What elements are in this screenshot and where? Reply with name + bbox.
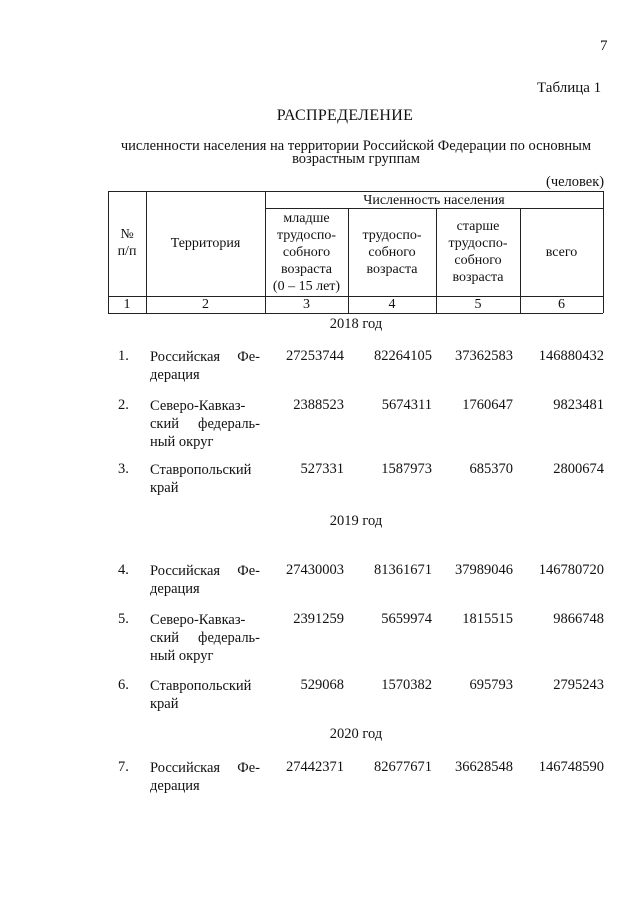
territory-line: дерация — [150, 581, 200, 597]
document-subtitle-line2: возрастным группам — [292, 151, 420, 167]
cell-old: 1815515 — [462, 611, 513, 627]
territory-line: Российская Фе- — [150, 349, 260, 365]
year-heading: 2018 год — [329, 316, 383, 332]
cell-young: 2391259 — [293, 611, 344, 627]
header-line-mid — [108, 296, 603, 297]
row-index: 5. — [118, 611, 129, 627]
cell-young: 27430003 — [286, 562, 344, 578]
header-line: возраста — [452, 270, 504, 285]
header-col-old — [436, 218, 520, 286]
cell-working: 82677671 — [374, 759, 432, 775]
header-num-line: № — [120, 227, 134, 242]
header-num — [108, 226, 146, 260]
row-index: 6. — [118, 677, 129, 693]
column-number: 4 — [388, 297, 396, 312]
header-line: старше — [456, 219, 500, 234]
row-territory — [150, 348, 260, 384]
year-heading: 2020 год — [329, 726, 383, 742]
header-line: младше — [283, 211, 330, 226]
header-line: собного — [282, 245, 331, 260]
header-line-bottom — [108, 313, 603, 314]
header-col-total: всего — [545, 245, 578, 260]
cell-young: 27442371 — [286, 759, 344, 775]
unit-label: (человек) — [546, 174, 605, 190]
cell-old: 37362583 — [455, 348, 513, 364]
territory-line: дерация — [150, 778, 200, 794]
cell-total: 146880432 — [538, 348, 604, 364]
column-number: 5 — [474, 297, 482, 312]
cell-old: 36628548 — [455, 759, 513, 775]
header-line: (0 – 15 лет) — [272, 279, 341, 294]
territory-line: Северо-Кавказ- — [150, 398, 246, 414]
cell-old: 695793 — [469, 677, 513, 693]
cell-working: 5674311 — [381, 397, 432, 413]
row-territory — [150, 562, 260, 598]
territory-line: Северо-Кавказ- — [150, 612, 246, 628]
column-number: 1 — [123, 297, 131, 312]
row-index: 7. — [118, 759, 129, 775]
row-index: 3. — [118, 461, 129, 477]
header-population: Численность населения — [363, 193, 505, 208]
territory-line: ский федераль- — [150, 416, 260, 432]
header-num-line: п/п — [117, 244, 137, 259]
cell-old: 37989046 — [455, 562, 513, 578]
cell-old: 1760647 — [462, 397, 513, 413]
page-number: 7 — [600, 38, 608, 54]
territory-line: Российская Фе- — [150, 563, 260, 579]
row-territory — [150, 461, 260, 497]
territory-line: Российская Фе- — [150, 760, 260, 776]
cell-working: 81361671 — [374, 562, 432, 578]
territory-line: ный округ — [150, 648, 214, 664]
header-line: трудоспо- — [448, 236, 508, 251]
header-col-working — [348, 227, 436, 278]
document-title: РАСПРЕДЕЛЕНИЕ — [276, 107, 414, 124]
row-territory — [150, 759, 260, 795]
cell-working: 1570382 — [381, 677, 432, 693]
header-line: собного — [368, 245, 416, 260]
row-index: 4. — [118, 562, 129, 578]
row-territory — [150, 397, 260, 451]
cell-working: 1587973 — [381, 461, 432, 477]
header-line: возраста — [366, 262, 418, 277]
year-heading: 2019 год — [329, 513, 383, 529]
header-line: трудоспо- — [362, 228, 422, 243]
territory-line: дерация — [150, 367, 200, 383]
cell-working: 5659974 — [381, 611, 432, 627]
cell-young: 2388523 — [293, 397, 344, 413]
column-number: 3 — [303, 297, 310, 312]
header-line: собного — [454, 253, 502, 268]
header-line: возраста — [281, 262, 332, 277]
document-subtitle-line1: численности населения на территории Российской Федерации по основным — [120, 138, 592, 154]
row-territory — [150, 677, 260, 713]
cell-total: 9866748 — [553, 611, 604, 627]
cell-total: 146748590 — [538, 759, 604, 775]
territory-line: край — [150, 696, 179, 712]
header-vline — [146, 191, 147, 313]
row-index: 2. — [118, 397, 129, 413]
header-col-young — [265, 210, 348, 295]
territory-line: ский федераль- — [150, 630, 260, 646]
cell-total: 9823481 — [553, 397, 604, 413]
cell-total: 146780720 — [538, 562, 604, 578]
cell-total: 2795243 — [553, 677, 604, 693]
cell-old: 685370 — [469, 461, 513, 477]
column-number: 6 — [558, 297, 565, 312]
cell-young: 527331 — [300, 461, 344, 477]
header-territory: Территория — [170, 236, 241, 251]
cell-total: 2800674 — [553, 461, 604, 477]
territory-line: край — [150, 480, 179, 496]
row-territory — [150, 611, 260, 665]
header-vline — [603, 191, 604, 313]
table-label: Таблица 1 — [537, 80, 602, 96]
territory-line: Ставропольский — [150, 678, 252, 694]
cell-young: 529068 — [300, 677, 344, 693]
cell-young: 27253744 — [286, 348, 344, 364]
territory-line: Ставропольский — [150, 462, 252, 478]
header-line: трудоспо- — [276, 228, 337, 243]
cell-working: 82264105 — [374, 348, 432, 364]
column-number: 2 — [202, 297, 209, 312]
territory-line: ный округ — [150, 434, 214, 450]
row-index: 1. — [118, 348, 129, 364]
